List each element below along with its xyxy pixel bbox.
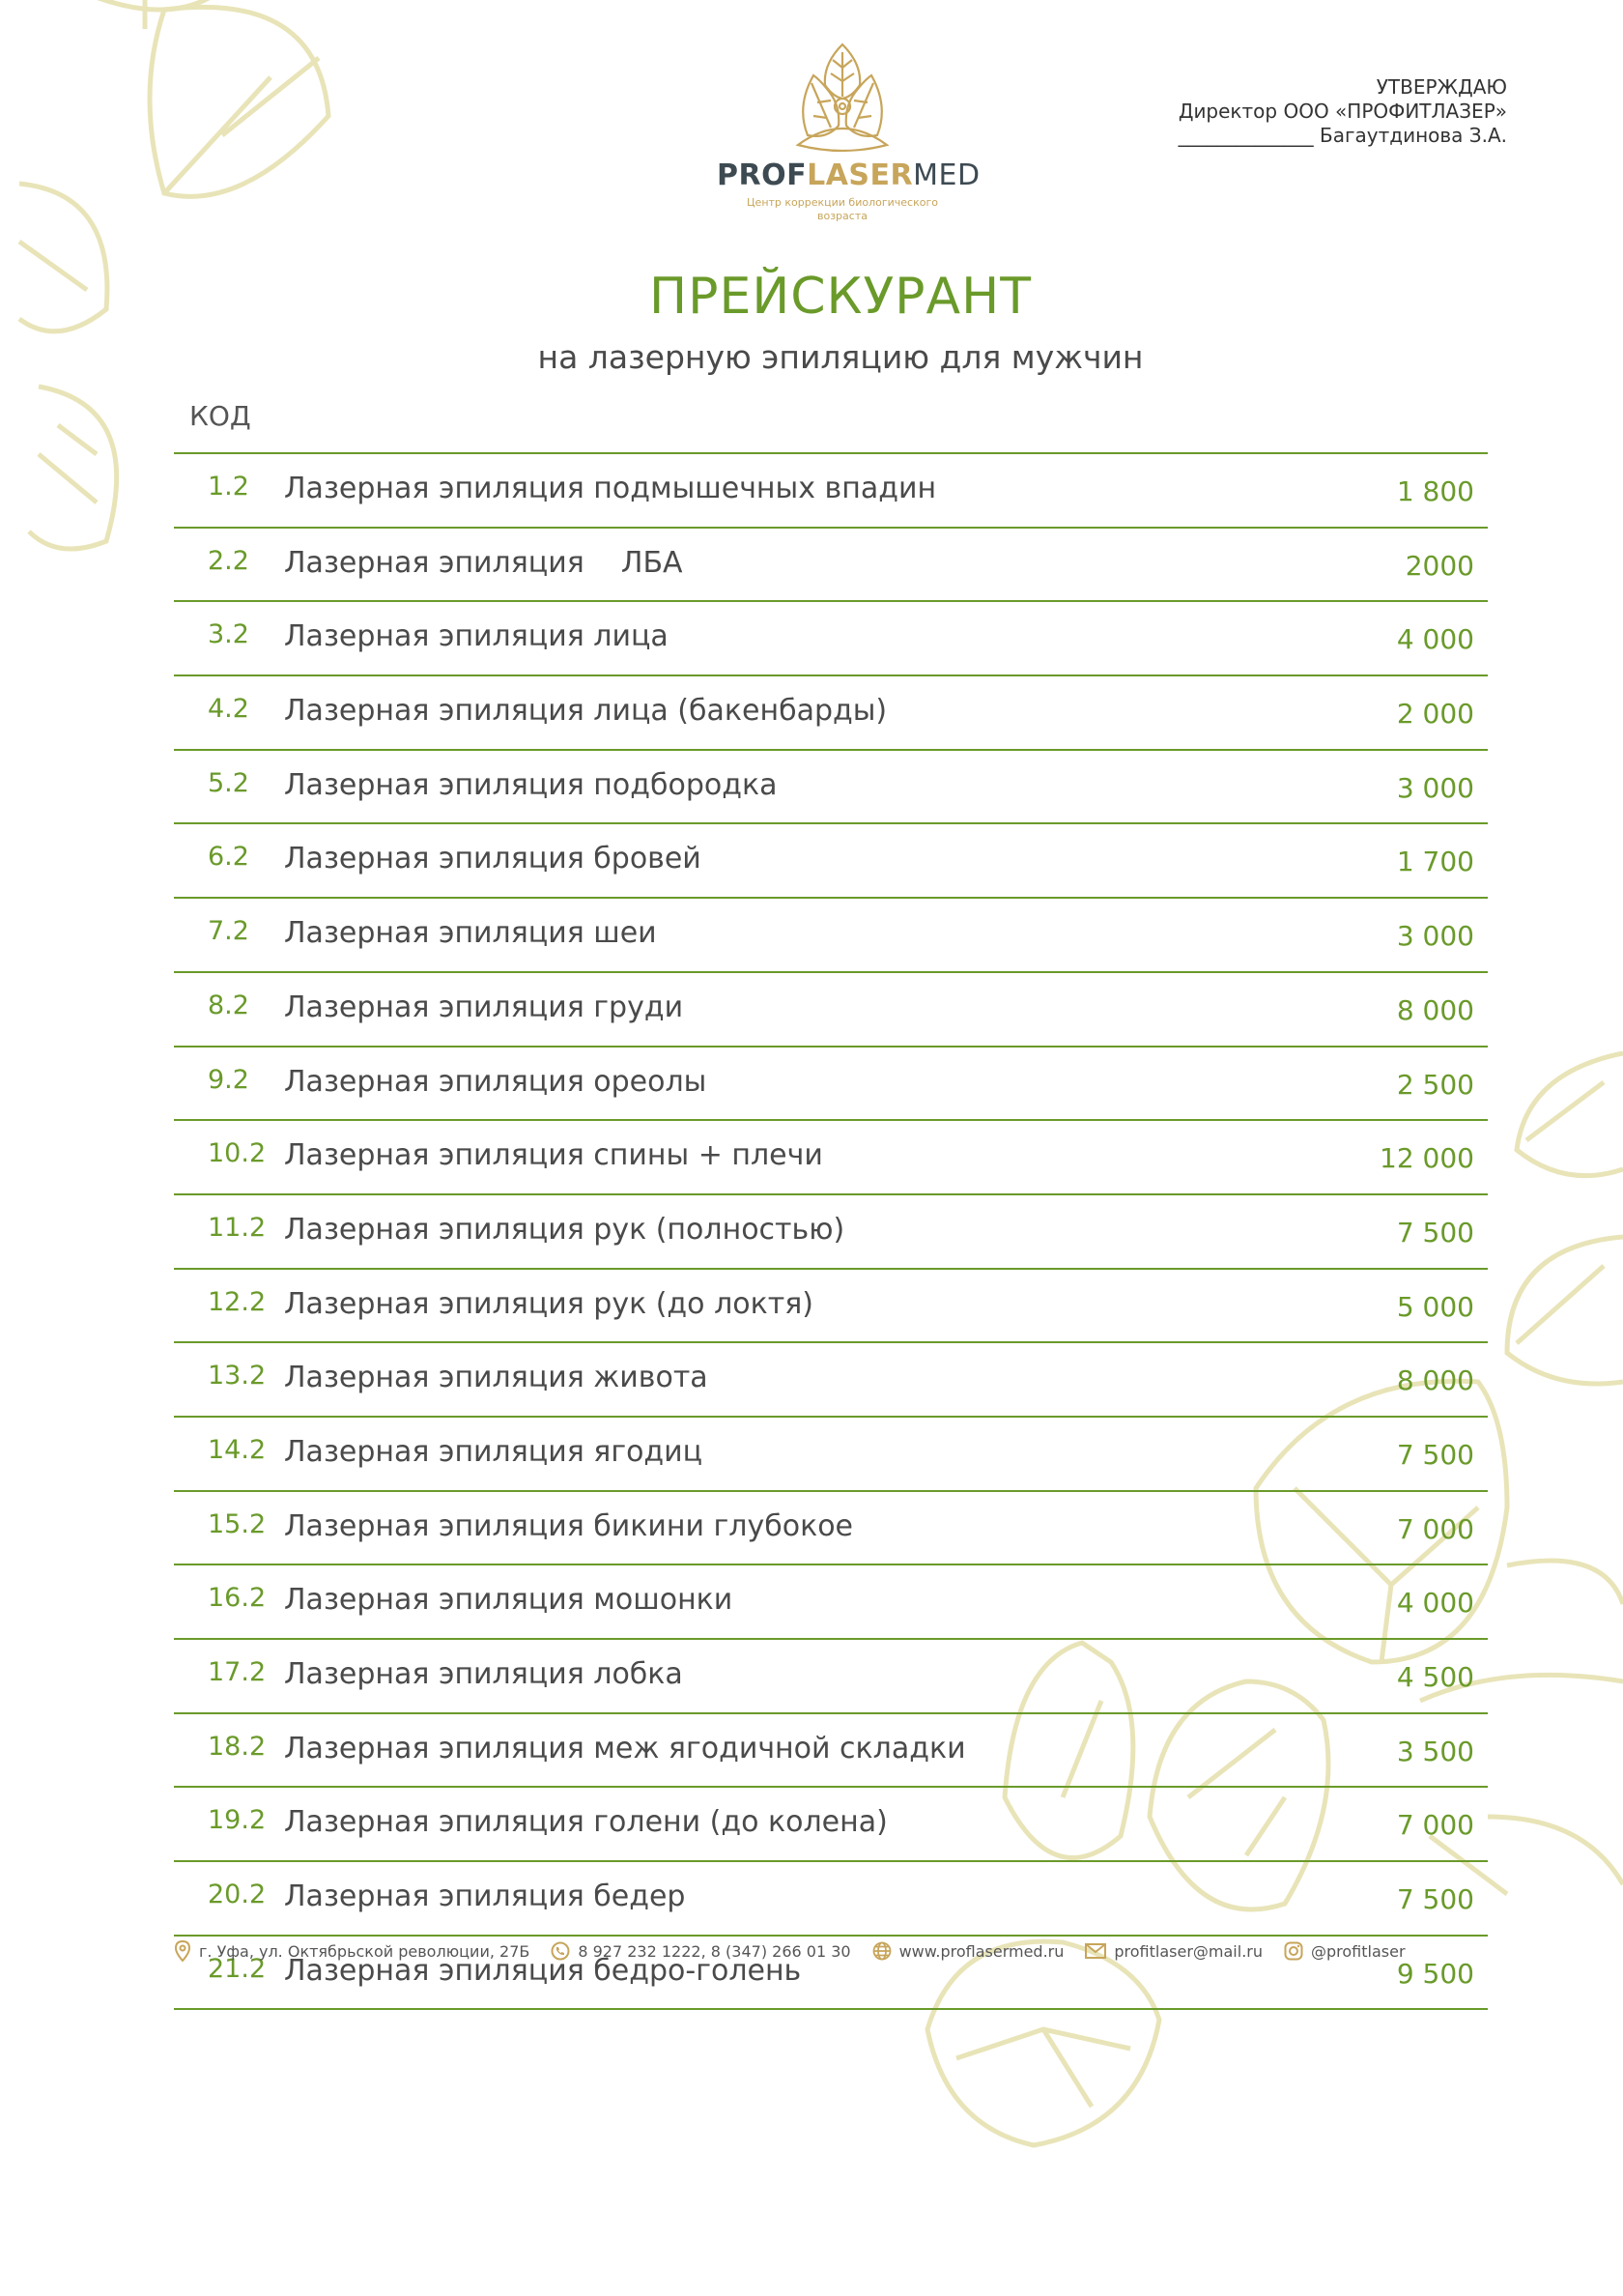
signature-line: ______________ <box>1178 124 1314 147</box>
table-row <box>174 751 1488 825</box>
email-text: profitlaser@mail.ru <box>1114 1941 1263 1961</box>
table-row <box>174 676 1488 751</box>
table-row <box>174 1270 1488 1344</box>
address-text: г. Уфа, ул. Октябрьской революции, 27Б <box>199 1941 530 1961</box>
location-pin-icon <box>174 1940 191 1962</box>
globe-icon <box>872 1941 892 1961</box>
row-service-name: Лазерная эпиляция бикини глубокое <box>284 1508 854 1543</box>
row-service-name: Лазерная эпиляция бедер <box>284 1880 686 1914</box>
row-service-name: Лазерная эпиляция ореолы <box>284 1064 707 1099</box>
row-code: 8.2 <box>208 990 249 1020</box>
table-row <box>174 1195 1488 1270</box>
table-row <box>174 899 1488 973</box>
footer-instagram[interactable] <box>1284 1941 1406 1961</box>
approval-signature <box>1179 124 1507 148</box>
approval-position: Директор ООО «ПРОФИТЛАЗЕР» <box>1178 100 1507 123</box>
row-service-name: Лазерная эпиляция рук (до локтя) <box>284 1286 813 1321</box>
row-price: 2 500 <box>1396 1068 1474 1101</box>
row-price: 7 000 <box>1396 1512 1474 1545</box>
row-service-name: Лазерная эпиляция подмышечных впадин <box>284 472 937 505</box>
row-code: 12.2 <box>208 1286 267 1317</box>
row-service-name: Лазерная эпиляция шеи <box>284 916 657 951</box>
instagram-text: @profitlaser <box>1311 1941 1406 1961</box>
row-service-name: Лазерная эпиляция живота <box>284 1361 708 1395</box>
row-code: 16.2 <box>208 1583 267 1614</box>
row-code: 13.2 <box>208 1361 267 1392</box>
row-code: 20.2 <box>208 1880 267 1910</box>
row-price: 8 000 <box>1396 1364 1474 1397</box>
row-service-name: Лазерная эпиляция мошонки <box>284 1583 733 1618</box>
row-service-name: Лазерная эпиляция бровей <box>284 842 701 876</box>
row-price: 4 000 <box>1396 1587 1474 1620</box>
table-row <box>174 529 1488 603</box>
row-price: 2 000 <box>1396 698 1474 731</box>
price-table <box>174 452 1488 2010</box>
row-code: 17.2 <box>208 1657 267 1687</box>
phone-icon <box>551 1941 570 1961</box>
table-row <box>174 1121 1488 1195</box>
phones-text: 8 927 232 1222, 8 (347) 266 01 30 <box>578 1941 851 1961</box>
table-row <box>174 602 1488 676</box>
brand-tagline: Центр коррекции биологического возраста <box>747 196 938 222</box>
row-service-name: Лазерная эпиляция груди <box>284 990 684 1024</box>
row-code: 6.2 <box>208 842 249 873</box>
row-service-name: Лазерная эпиляция ЛБА <box>284 545 683 580</box>
brand-part-med: MED <box>913 158 981 192</box>
envelope-icon <box>1085 1943 1106 1959</box>
row-price: 7 500 <box>1396 1883 1474 1916</box>
row-price: 5 000 <box>1396 1290 1474 1323</box>
footer-email[interactable] <box>1085 1942 1263 1961</box>
row-code: 19.2 <box>208 1805 267 1836</box>
row-price: 1 800 <box>1396 475 1474 507</box>
row-price: 7 000 <box>1396 1809 1474 1842</box>
row-code: 1.2 <box>208 472 249 502</box>
row-code: 4.2 <box>208 694 249 725</box>
website-text: www.proflasermed.ru <box>898 1941 1065 1961</box>
company-logo <box>717 39 981 223</box>
row-code: 10.2 <box>208 1138 267 1169</box>
table-row <box>174 1418 1488 1492</box>
row-price: 7 500 <box>1396 1438 1474 1471</box>
row-service-name: Лазерная эпиляция лица (бакенбарды) <box>284 694 888 729</box>
footer-phones[interactable] <box>551 1941 850 1961</box>
row-service-name: Лазерная эпиляция лобка <box>284 1657 683 1691</box>
row-service-name: Лазерная эпиляция меж ягодичной складки <box>284 1731 966 1765</box>
row-service-name: Лазерная эпиляция подбородка <box>284 767 778 802</box>
footer-address <box>174 1940 529 1962</box>
row-price: 1 700 <box>1396 846 1474 878</box>
row-price: 4 000 <box>1396 623 1474 656</box>
row-code: 2.2 <box>208 545 249 576</box>
row-service-name: Лазерная эпиляция спины + плечи <box>284 1138 823 1173</box>
page-title: ПРЕЙСКУРАНТ <box>649 268 1032 326</box>
approval-title: УТВЕРЖДАЮ <box>1376 75 1507 99</box>
approval-block <box>1179 75 1507 148</box>
row-service-name: Лазерная эпиляция бедро-голень <box>284 1953 802 1988</box>
row-code: 11.2 <box>208 1212 267 1243</box>
table-row <box>174 1048 1488 1122</box>
table-row <box>174 973 1488 1048</box>
logo-emblem-icon <box>784 39 900 155</box>
code-column-header: КОД <box>189 400 251 432</box>
signer-name: Багаутдинова З.А. <box>1320 124 1507 147</box>
row-code: 5.2 <box>208 767 249 798</box>
table-row <box>174 1343 1488 1418</box>
page-subtitle: на лазерную эпиляцию для мужчин <box>537 338 1144 376</box>
row-code: 18.2 <box>208 1731 267 1762</box>
row-service-name: Лазерная эпиляция голени (до колена) <box>284 1805 888 1840</box>
table-row <box>174 1492 1488 1566</box>
row-price: 3 000 <box>1396 920 1474 953</box>
brand-name <box>717 158 981 192</box>
row-price: 9 500 <box>1396 1957 1474 1990</box>
row-code: 14.2 <box>208 1434 267 1465</box>
row-price: 2000 <box>1405 549 1474 582</box>
footer-contacts <box>174 1940 1430 1962</box>
row-code: 9.2 <box>208 1064 249 1095</box>
row-price: 3 500 <box>1396 1735 1474 1767</box>
row-code: 21.2 <box>208 1953 267 1984</box>
table-row <box>174 454 1488 529</box>
brand-part-prof: PROF <box>717 158 808 192</box>
row-price: 12 000 <box>1380 1142 1474 1175</box>
footer-website[interactable] <box>872 1941 1065 1961</box>
row-price: 8 000 <box>1396 993 1474 1026</box>
table-row <box>174 1862 1488 1937</box>
row-code: 3.2 <box>208 619 249 650</box>
row-price: 4 500 <box>1396 1661 1474 1693</box>
row-price: 3 000 <box>1396 771 1474 804</box>
instagram-icon <box>1284 1941 1303 1961</box>
row-price: 7 500 <box>1396 1216 1474 1248</box>
brand-part-laser: LASER <box>807 158 914 192</box>
row-service-name: Лазерная эпиляция рук (полностью) <box>284 1212 845 1247</box>
table-row <box>174 824 1488 899</box>
table-row <box>174 1788 1488 1862</box>
row-service-name: Лазерная эпиляция ягодиц <box>284 1434 703 1469</box>
table-row <box>174 1640 1488 1714</box>
table-row <box>174 1565 1488 1640</box>
row-code: 7.2 <box>208 916 249 947</box>
table-row <box>174 1714 1488 1789</box>
row-code: 15.2 <box>208 1508 267 1539</box>
row-service-name: Лазерная эпиляция лица <box>284 619 669 654</box>
